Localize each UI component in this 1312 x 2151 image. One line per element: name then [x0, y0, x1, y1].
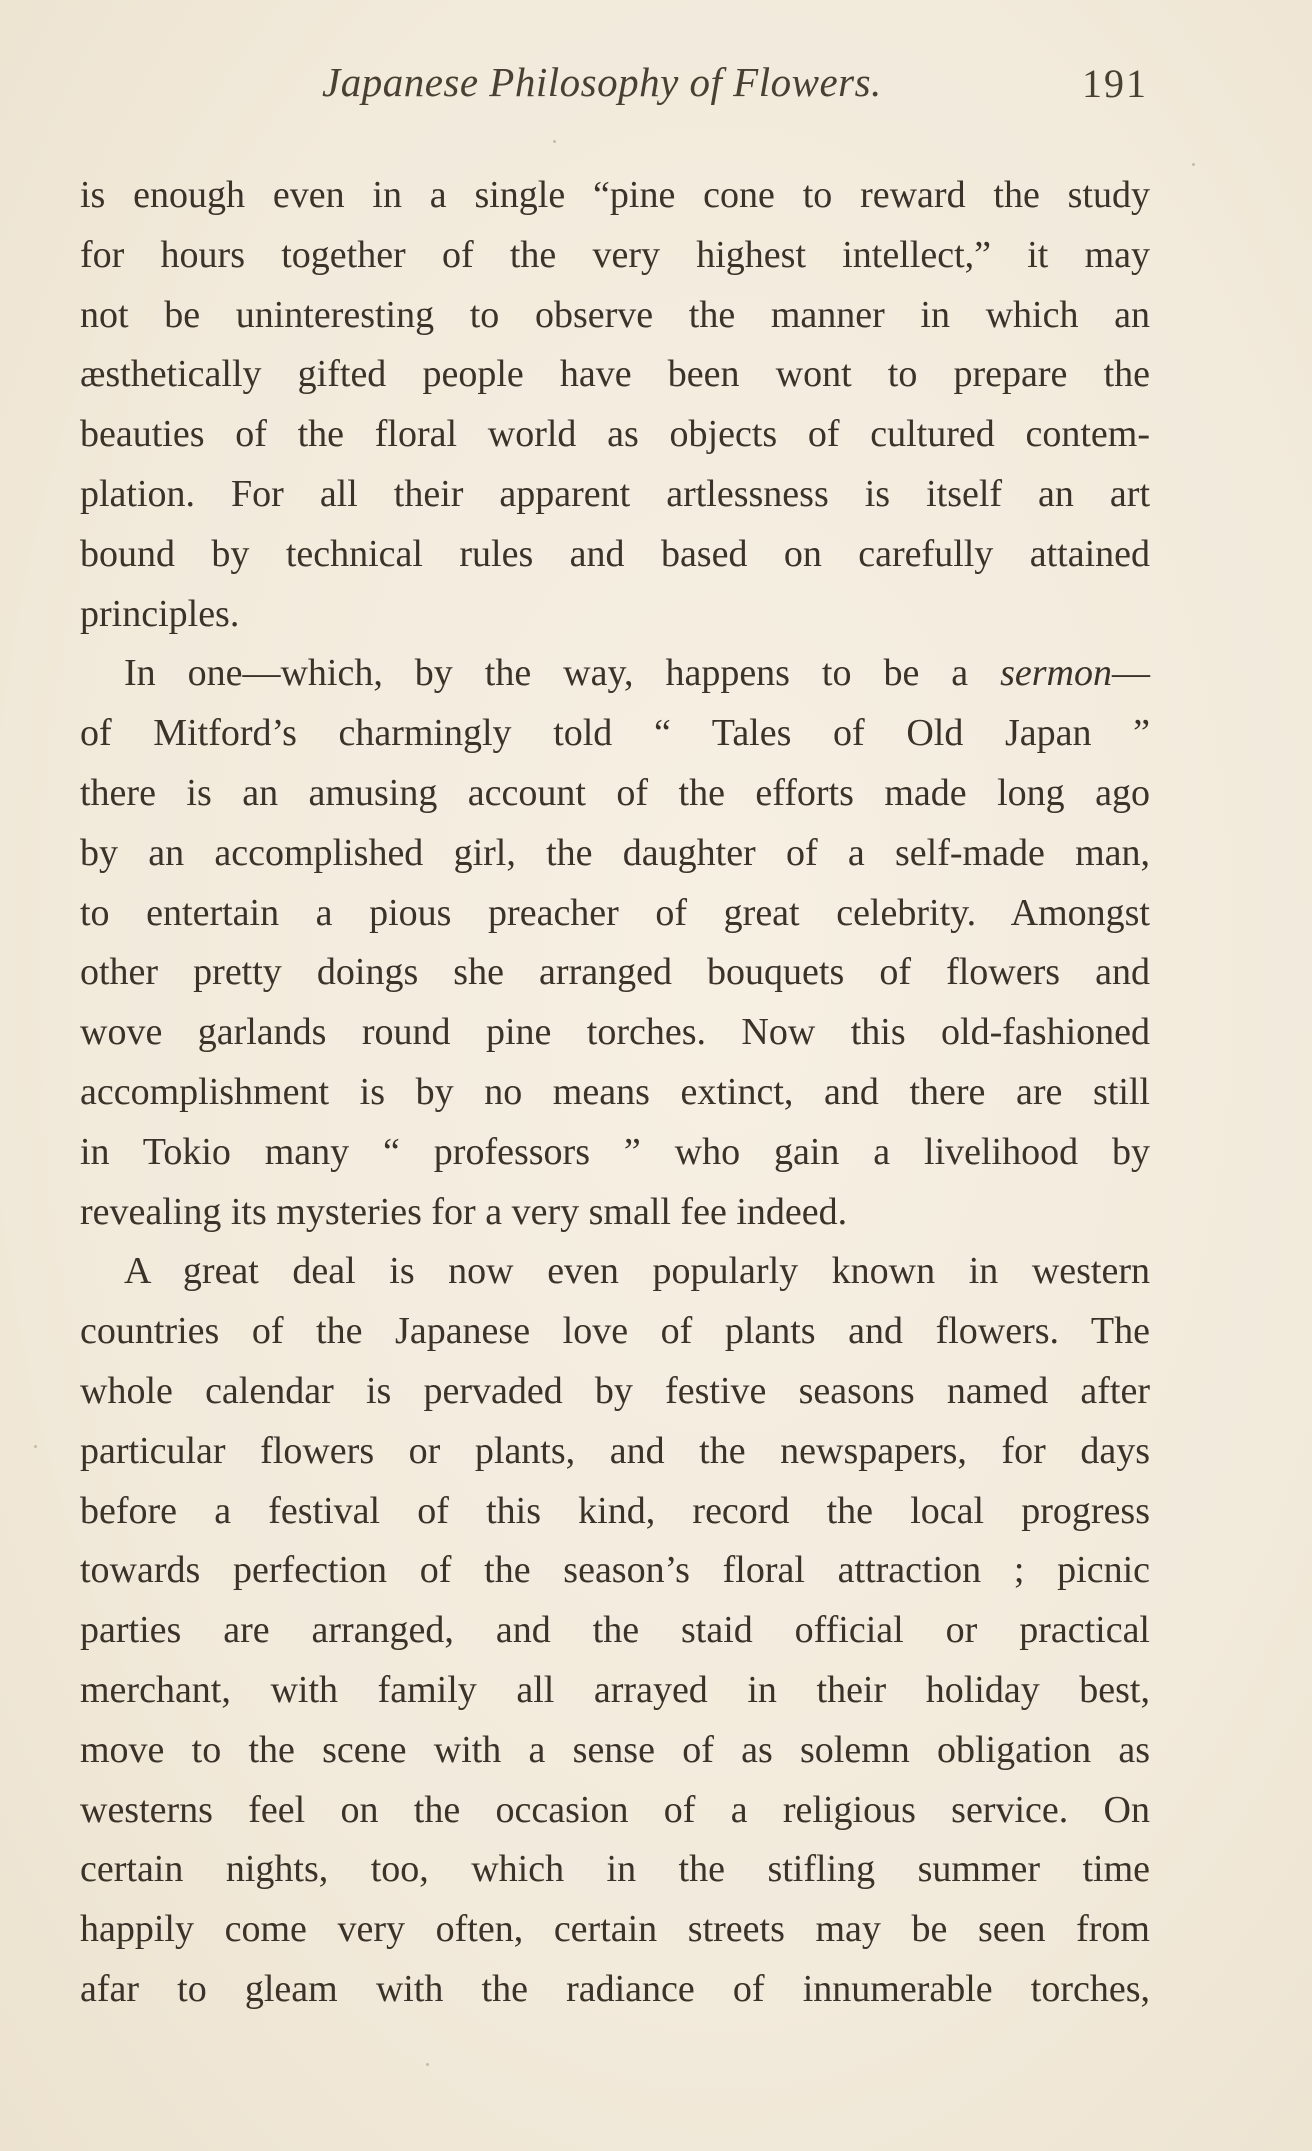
text-line: other pretty doings she arranged bouquets of flowers and	[80, 951, 1150, 994]
body-text	[80, 166, 1150, 2020]
text-line: move to the scene with a sense of as solemn obligation as	[80, 1728, 1150, 1771]
text-run: —	[1112, 652, 1150, 695]
text-line: in Tokio many “ professors ” who gain a livelihood by	[80, 1130, 1150, 1173]
text-line: A great deal is now even popularly known in western	[124, 1250, 1150, 1293]
italic-word: sermon	[1000, 652, 1112, 695]
running-head	[0, 58, 1312, 118]
text-line: there is an amusing account of the efforts made long ago	[80, 771, 1150, 814]
text-line: happily come very often, certain streets may be seen from	[80, 1908, 1150, 1951]
text-line	[80, 644, 1150, 704]
text-line: accomplishment is by no means extinct, and there are still	[80, 1070, 1150, 1113]
paper-speck	[1192, 163, 1195, 166]
text-run: In one—which, by the way, happens to be a	[124, 652, 1001, 695]
paragraph-3	[80, 1242, 1150, 2019]
text-line: parties are arranged, and the staid official or practical	[80, 1609, 1150, 1652]
running-title: Japanese Philosophy of Flowers.	[322, 59, 882, 105]
paragraph-1	[80, 166, 1150, 644]
text-line: merchant, with family all arrayed in their holiday best,	[80, 1668, 1150, 1711]
text-line: æsthetically gifted people have been wont to prepare the	[80, 353, 1150, 396]
text-line: westerns feel on the occasion of a religious service. On	[80, 1788, 1150, 1831]
text-line: of Mitford’s charmingly told “ Tales of Old Japan ”	[80, 712, 1150, 755]
text-line: particular flowers or plants, and the newspapers, for days	[80, 1429, 1150, 1472]
text-line: before a festival of this kind, record the local progress	[80, 1489, 1150, 1532]
page-number: 191	[1082, 61, 1148, 106]
paper-speck	[553, 140, 556, 143]
text-line: for hours together of the very highest intellect,” it may	[80, 233, 1150, 276]
text-line: is enough even in a single “pine cone to reward the study	[80, 174, 1150, 216]
text-line: certain nights, too, which in the stifling summer time	[80, 1848, 1150, 1891]
text-line: towards perfection of the season’s floral attraction ; picnic	[80, 1549, 1150, 1592]
text-line: principles.	[80, 592, 240, 635]
paper-speck	[426, 2063, 429, 2066]
text-line: wove garlands round pine torches. Now this old-fashioned	[80, 1011, 1150, 1054]
text-line: by an accomplished girl, the daughter of a self-made man,	[80, 831, 1150, 874]
text-line: to entertain a pious preacher of great celebrity. Amongst	[80, 891, 1150, 934]
text-line: plation. For all their apparent artlessness is itself an art	[80, 472, 1150, 515]
text-line: afar to gleam with the radiance of innumerable torches,	[80, 1967, 1150, 2010]
text-line: revealing its mysteries for a very small fee indeed.	[80, 1190, 848, 1233]
text-line: beauties of the floral world as objects of cultured contem-	[80, 413, 1150, 456]
text-line: countries of the Japanese love of plants and flowers. The	[80, 1310, 1150, 1353]
paper-speck	[34, 1445, 37, 1448]
text-line: bound by technical rules and based on carefully attained	[80, 532, 1150, 575]
text-line: not be uninteresting to observe the manner in which an	[80, 293, 1150, 336]
text-line: whole calendar is pervaded by festive seasons named after	[80, 1369, 1150, 1412]
paragraph-2	[80, 644, 1150, 1242]
